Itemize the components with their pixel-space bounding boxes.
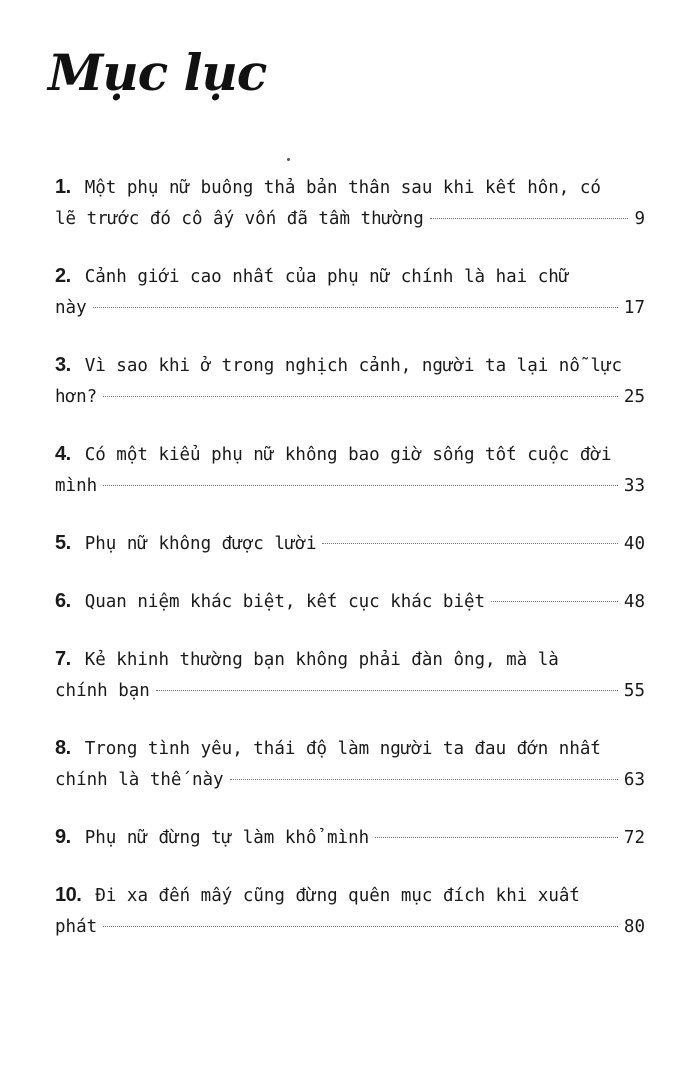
dot-leader	[230, 779, 618, 780]
toc-entry-page-row	[55, 586, 645, 618]
toc-entry-page-number: 63	[623, 770, 645, 790]
toc-entry-page-number: 33	[623, 476, 645, 496]
toc-entry[interactable]	[55, 172, 645, 235]
toc-entry-page-row	[55, 293, 645, 324]
toc-entry-title-line1: Đi xa đến mấy cũng đừng quên mục đích khi xuất	[95, 886, 580, 906]
toc-entry-page-number: 48	[623, 592, 645, 612]
toc-entry-title-line1: Quan niệm khác biệt, kết cục khác biệt	[84, 592, 486, 612]
toc-entry-page-row	[55, 912, 645, 943]
toc-entry-first-line	[55, 880, 645, 912]
toc-entry[interactable]	[55, 528, 645, 560]
toc-entry-page-number: 25	[623, 387, 645, 407]
toc-entry-first-line	[55, 439, 645, 471]
toc-entry-title	[55, 528, 316, 560]
toc-entry-page-row	[55, 528, 645, 560]
toc-entry-title	[55, 822, 369, 854]
toc-entry-first-line	[55, 644, 645, 676]
toc-entry-page-row	[55, 765, 645, 796]
toc-entry-number: 6.	[55, 590, 71, 612]
toc-entry-page-row	[55, 382, 645, 413]
toc-entry-page-number: 9	[634, 209, 645, 229]
toc-entry-title-line1: Trong tình yêu, thái độ làm người ta đau đớn nhất	[84, 739, 601, 759]
dot-leader	[430, 218, 629, 219]
toc-entry-page-number: 17	[623, 298, 645, 318]
toc-entry-first-line	[55, 261, 645, 293]
toc-entry-page-row	[55, 676, 645, 707]
toc-entry-page-row	[55, 471, 645, 502]
toc-entry-number: 2.	[55, 265, 71, 287]
dot-leader	[156, 690, 618, 691]
dot-leader	[491, 601, 618, 602]
toc-entry-page-number: 55	[623, 681, 645, 701]
toc-entry-title-line2: này	[55, 298, 87, 318]
toc-entry-number: 1.	[55, 176, 71, 198]
toc-entry-number: 9.	[55, 826, 71, 848]
stray-dot	[287, 158, 290, 161]
toc-entry-title-line1: Kẻ khinh thường bạn không phải đàn ông, mà là	[84, 650, 559, 670]
toc-entry-page-number: 40	[623, 534, 645, 554]
toc-entry-title-line1: Một phụ nữ buông thả bản thân sau khi kết hôn, có	[84, 178, 601, 198]
toc-entry-page-row	[55, 204, 645, 235]
dot-leader	[322, 543, 617, 544]
toc-entry-page-number: 80	[623, 917, 645, 937]
toc-entry-title-line1: Phụ nữ không được lười	[84, 534, 317, 554]
toc-entry-title-line2: chính bạn	[55, 681, 150, 701]
dot-leader	[103, 485, 618, 486]
dot-leader	[375, 837, 618, 838]
toc-entry-number: 4.	[55, 443, 71, 465]
toc-entry-number: 5.	[55, 532, 71, 554]
toc-entry-first-line	[55, 350, 645, 382]
dot-leader	[93, 307, 618, 308]
toc-entry-number: 3.	[55, 354, 71, 376]
toc-entry[interactable]	[55, 350, 645, 413]
toc-entry-number: 7.	[55, 648, 71, 670]
toc-entry-number: 10.	[55, 884, 82, 906]
toc-entry-title-line1: Cảnh giới cao nhất của phụ nữ chính là hai chữ	[84, 267, 570, 287]
toc-entry-page-number: 72	[623, 828, 645, 848]
toc-entry-title-line1: Vì sao khi ở trong nghịch cảnh, người ta lại nỗ lực	[84, 356, 623, 376]
toc-entry[interactable]	[55, 880, 645, 943]
toc-entry-page-row	[55, 822, 645, 854]
toc-entry[interactable]	[55, 586, 645, 618]
toc-entry-title-line2: phát	[55, 917, 98, 937]
toc-entry-title-line2: lẽ trước đó cô ấy vốn đã tầm thường	[55, 209, 424, 229]
toc-list	[55, 172, 645, 969]
toc-entry[interactable]	[55, 261, 645, 324]
toc-entry[interactable]	[55, 644, 645, 707]
toc-entry-title-line2: hơn?	[55, 387, 98, 407]
toc-entry[interactable]	[55, 439, 645, 502]
toc-entry[interactable]	[55, 733, 645, 796]
toc-entry-title-line2: chính là thế này	[55, 770, 224, 790]
toc-entry-title-line1: Có một kiểu phụ nữ không bao giờ sống tốt cuộc đời	[84, 445, 612, 465]
toc-entry-first-line	[55, 172, 645, 204]
dot-leader	[103, 926, 618, 927]
toc-entry-title-line2: mình	[55, 476, 98, 496]
toc-entry[interactable]	[55, 822, 645, 854]
toc-entry-title	[55, 586, 485, 618]
toc-entry-first-line	[55, 733, 645, 765]
page-title: Mục lục	[48, 43, 267, 102]
toc-entry-number: 8.	[55, 737, 71, 759]
dot-leader	[103, 396, 618, 397]
toc-entry-title-line1: Phụ nữ đừng tự làm khổ mình	[84, 828, 370, 848]
